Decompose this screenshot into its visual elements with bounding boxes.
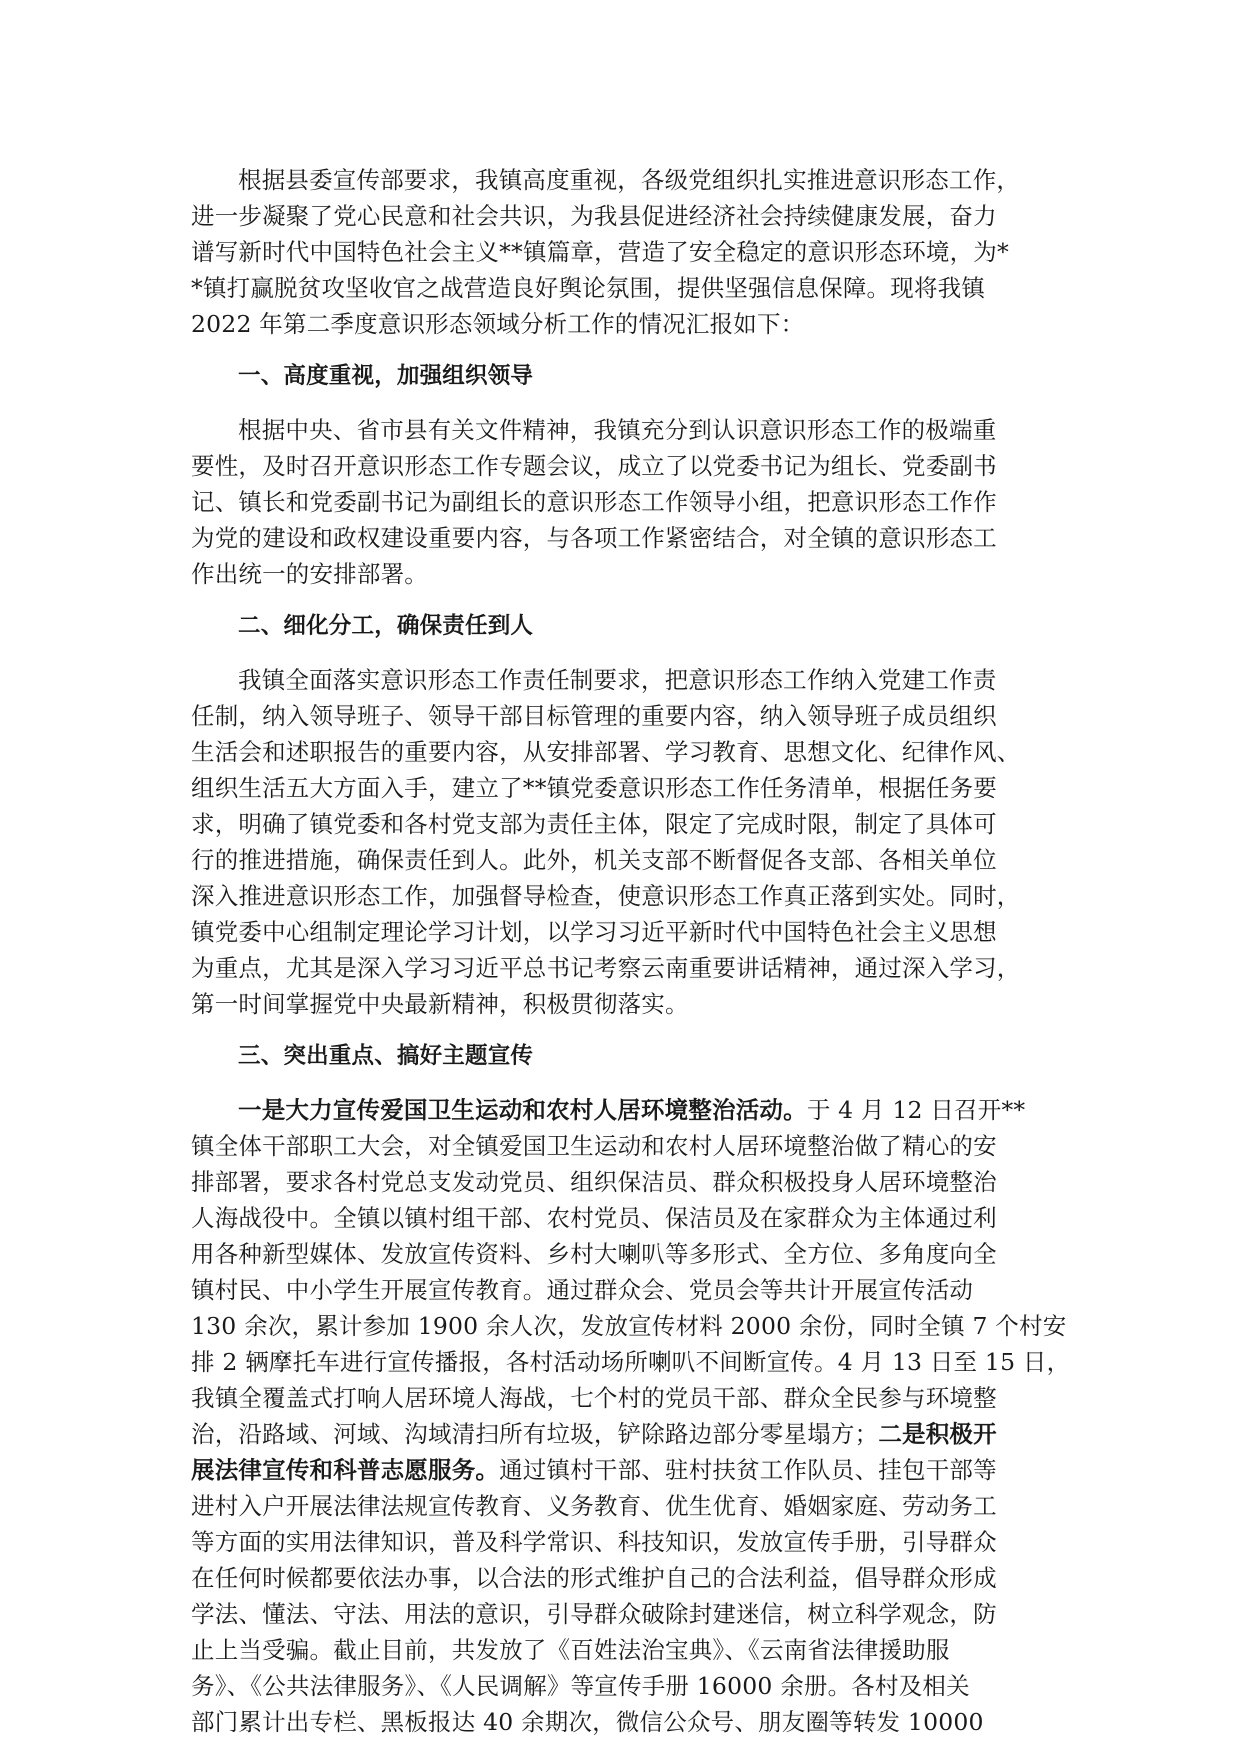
intro-line: *镇打赢脱贫攻坚收官之战营造良好舆论氛围，提供坚强信息保障。现将我镇	[191, 274, 986, 302]
section2-line: 行的推进措施，确保责任到人。此外，机关支部不断督促各支部、各相关单位	[191, 846, 997, 874]
section3-line: 排 2 辆摩托车进行宣传播报，各村活动场所喇叭不间断宣传。4 月 13 日至 15 日，	[191, 1348, 1071, 1376]
intro-line: 2022 年第二季度意识形态领域分析工作的情况汇报如下：	[191, 310, 805, 338]
section3-line: 排部署，要求各村党总支发动党员、组织保洁员、群众积极投身人居环境整治	[191, 1168, 997, 1196]
section3-line: 镇全体干部职工大会，对全镇爱国卫生运动和农村人居环境整治做了精心的安	[191, 1132, 997, 1160]
section2-line: 任制，纳入领导班子、领导干部目标管理的重要内容，纳入领导班子成员组织	[191, 702, 997, 730]
section1-line: 根据中央、省市县有关文件精神，我镇充分到认识意识形态工作的极端重	[238, 416, 997, 444]
section2-line: 为重点，尤其是深入学习习近平总书记考察云南重要讲话精神，通过深入学习，	[191, 954, 1021, 982]
section3-line	[191, 1414, 997, 1454]
section3-line	[238, 1090, 1025, 1130]
section3-line: 等方面的实用法律知识，普及科学常识、科技知识，发放宣传手册，引导群众	[191, 1528, 997, 1556]
section1-line: 要性，及时召开意识形态工作专题会议，成立了以党委书记为组长、党委副书	[191, 452, 997, 480]
bold-lead: 二是积极开	[878, 1420, 997, 1448]
section3-line: 人海战役中。全镇以镇村组干部、农村党员、保洁员及在家群众为主体通过利	[191, 1204, 997, 1232]
section3-line: 在任何时候都要依法办事，以合法的形式维护自己的合法利益，倡导群众形成	[191, 1564, 997, 1592]
section3-line: 务》、《公共法律服务》、《人民调解》等宣传手册 16000 余册。各村及相关	[191, 1672, 970, 1700]
section3-line: 止上当受骗。截止目前，共发放了《百姓法治宝典》、《云南省法律援助服	[191, 1636, 950, 1664]
section2-line: 第一时间掌握党中央最新精神，积极贯彻落实。	[191, 990, 689, 1018]
plain-text: 通过镇村干部、驻村扶贫工作队员、挂包干部等	[499, 1456, 997, 1484]
section2-line: 我镇全面落实意识形态工作责任制要求，把意识形态工作纳入党建工作责	[238, 666, 997, 694]
section1-line: 为党的建设和政权建设重要内容，与各项工作紧密结合，对全镇的意识形态工	[191, 524, 997, 552]
bold-lead: 展法律宣传和科普志愿服务。	[191, 1456, 500, 1484]
section3-line: 部门累计出专栏、黑板报达 40 余期次，微信公众号、朋友圈等转发 10000	[191, 1708, 984, 1736]
section2-line: 求，明确了镇党委和各村党支部为责任主体，限定了完成时限，制定了具体可	[191, 810, 997, 838]
intro-line: 谱写新时代中国特色社会主义**镇篇章，营造了安全稳定的意识形态环境，为*	[191, 238, 1009, 266]
section-heading: 三、突出重点、搞好主题宣传	[238, 1043, 534, 1069]
section-heading: 二、细化分工，确保责任到人	[238, 613, 534, 639]
section3-line: 进村入户开展法律法规宣传教育、义务教育、优生优育、婚姻家庭、劳动务工	[191, 1492, 997, 1520]
intro-line: 根据县委宣传部要求，我镇高度重视，各级党组织扎实推进意识形态工作，	[238, 166, 1021, 194]
intro-line: 进一步凝聚了党心民意和社会共识，为我县促进经济社会持续健康发展，奋力	[191, 202, 997, 230]
section3-line: 我镇全覆盖式打响人居环境人海战，七个村的党员干部、群众全民参与环境整	[191, 1384, 997, 1412]
section3-line: 用各种新型媒体、发放宣传资料、乡村大喇叭等多形式、全方位、多角度向全	[191, 1240, 997, 1268]
section1-line: 记、镇长和党委副书记为副组长的意识形态工作领导小组，把意识形态工作作	[191, 488, 997, 516]
section-heading: 一、高度重视，加强组织领导	[238, 363, 534, 389]
section1-line: 作出统一的安排部署。	[191, 560, 428, 588]
section2-line: 生活会和述职报告的重要内容，从安排部署、学习教育、思想文化、纪律作风、	[191, 738, 1021, 766]
section3-line	[191, 1450, 997, 1490]
plain-text: 于 4 月 12 日召开**	[806, 1096, 1026, 1124]
section3-line: 镇村民、中小学生开展宣传教育。通过群众会、党员会等共计开展宣传活动	[191, 1276, 974, 1304]
section2-line: 镇党委中心组制定理论学习计划，以学习习近平新时代中国特色社会主义思想	[191, 918, 997, 946]
section2-line: 深入推进意识形态工作，加强督导检查，使意识形态工作真正落到实处。同时，	[191, 882, 1021, 910]
bold-lead: 一是大力宣传爱国卫生运动和农村人居环境整治活动。	[238, 1096, 807, 1124]
plain-text: 治，沿路域、河域、沟域清扫所有垃圾，铲除路边部分零星塌方；	[191, 1420, 879, 1448]
section3-line: 130 余次，累计参加 1900 余人次，发放宣传材料 2000 余份，同时全镇 7 个村安	[191, 1312, 1067, 1340]
section2-line: 组织生活五大方面入手，建立了**镇党委意识形态工作任务清单，根据任务要	[191, 774, 997, 802]
section3-line: 学法、懂法、守法、用法的意识，引导群众破除封建迷信，树立科学观念，防	[191, 1600, 997, 1628]
